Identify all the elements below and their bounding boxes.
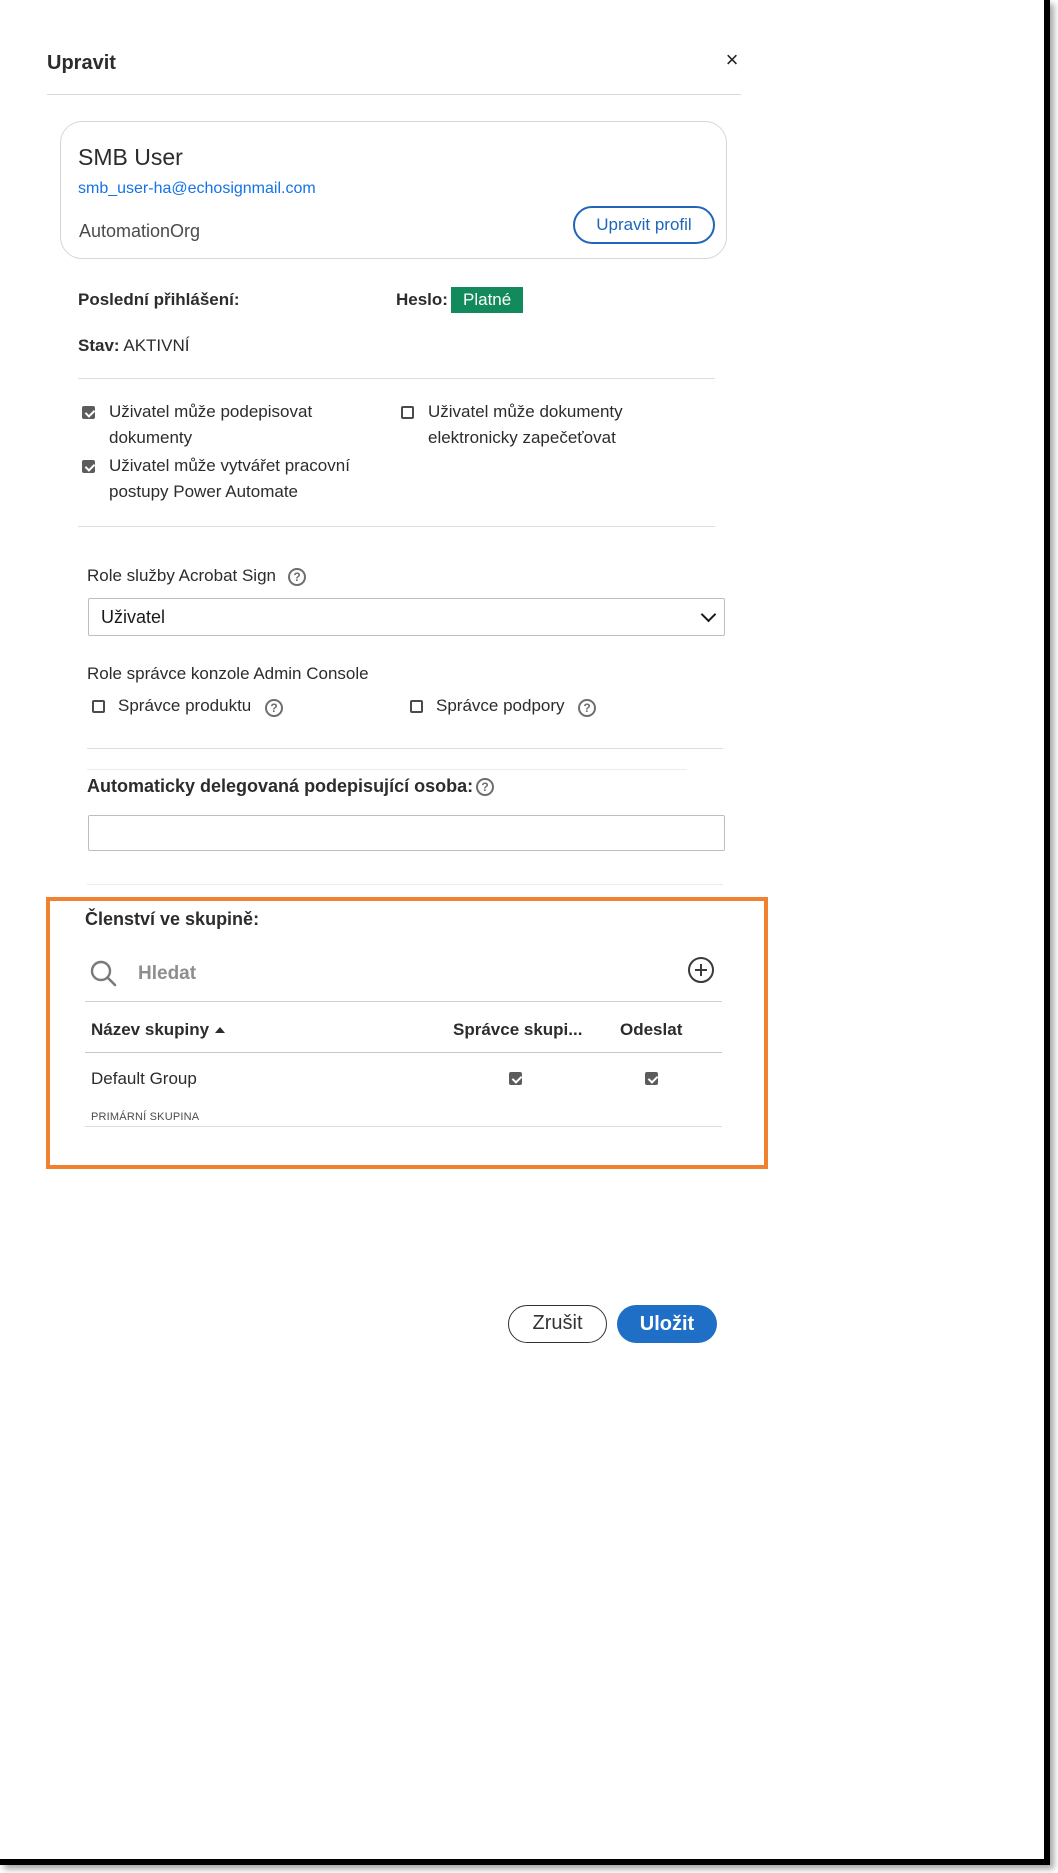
divider [87,748,723,749]
user-email[interactable]: smb_user-ha@echosignmail.com [78,180,316,197]
column-header-admin[interactable]: Správce skupi... [453,1020,583,1039]
status-label: Stav: [78,336,120,355]
sort-ascending-icon [215,1027,225,1033]
title-divider [47,94,741,95]
divider [87,884,723,885]
help-icon[interactable]: ? [265,699,283,717]
e-seal-label: Uživatel může dokumenty elektronicky zapečeťovat [428,402,623,447]
group-admin-checkbox[interactable] [509,1072,522,1085]
table-header-divider [85,1052,722,1053]
power-automate-label: Uživatel může vytvářet pracovní postupy Power Automate [109,456,350,501]
close-icon[interactable]: × [725,47,739,72]
divider [78,526,715,527]
add-group-icon[interactable] [687,956,715,984]
help-icon[interactable]: ? [476,778,494,796]
admin-console-label: Role správce konzole Admin Console [87,664,369,683]
sign-documents-label: Uživatel může podepisovat dokumenty [109,402,313,447]
dialog-title: Upravit [47,52,116,74]
support-admin-label: Správce podpory [436,696,565,715]
group-search-input[interactable] [136,962,640,986]
support-admin-checkbox[interactable] [410,700,423,713]
user-name: SMB User [78,144,183,170]
last-login-label: Poslední přihlášení: [78,290,240,309]
delegate-label: Automaticky delegovaná podepisující osoba: [87,776,474,796]
product-admin-label: Správce produktu [118,696,252,715]
power-automate-checkbox[interactable] [82,460,95,473]
group-membership-title: Členství ve skupině: [85,909,260,929]
status-row [78,336,190,356]
password-status-badge: Platné [451,287,523,313]
help-icon[interactable]: ? [288,568,306,586]
divider [78,378,715,379]
product-admin-checkbox[interactable] [92,700,105,713]
password-label: Heslo: [396,290,448,309]
save-button[interactable]: Uložit [617,1305,717,1343]
chevron-down-icon [701,607,717,623]
group-name: Default Group [91,1069,197,1088]
cancel-button[interactable]: Zrušit [508,1305,607,1343]
e-seal-checkbox[interactable] [401,406,414,419]
sign-documents-checkbox[interactable] [82,406,95,419]
delegate-input[interactable] [88,815,725,851]
sign-role-select[interactable] [88,598,725,636]
sign-role-value: Uživatel [101,607,166,627]
search-icon [89,959,117,987]
divider [87,769,687,770]
sign-role-label: Role služby Acrobat Sign [87,566,276,585]
group-send-checkbox[interactable] [645,1072,658,1085]
help-icon[interactable]: ? [578,699,596,717]
column-header-send[interactable]: Odeslat [620,1020,683,1039]
table-row-divider [85,1126,722,1127]
column-header-name[interactable]: Název skupiny [91,1020,225,1040]
primary-group-tag: PRIMÁRNÍ SKUPINA [91,1111,200,1123]
status-value: AKTIVNÍ [123,336,190,355]
edit-profile-button[interactable]: Upravit profil [573,206,715,244]
table-divider [85,1001,722,1002]
org-name: AutomationOrg [79,221,201,241]
